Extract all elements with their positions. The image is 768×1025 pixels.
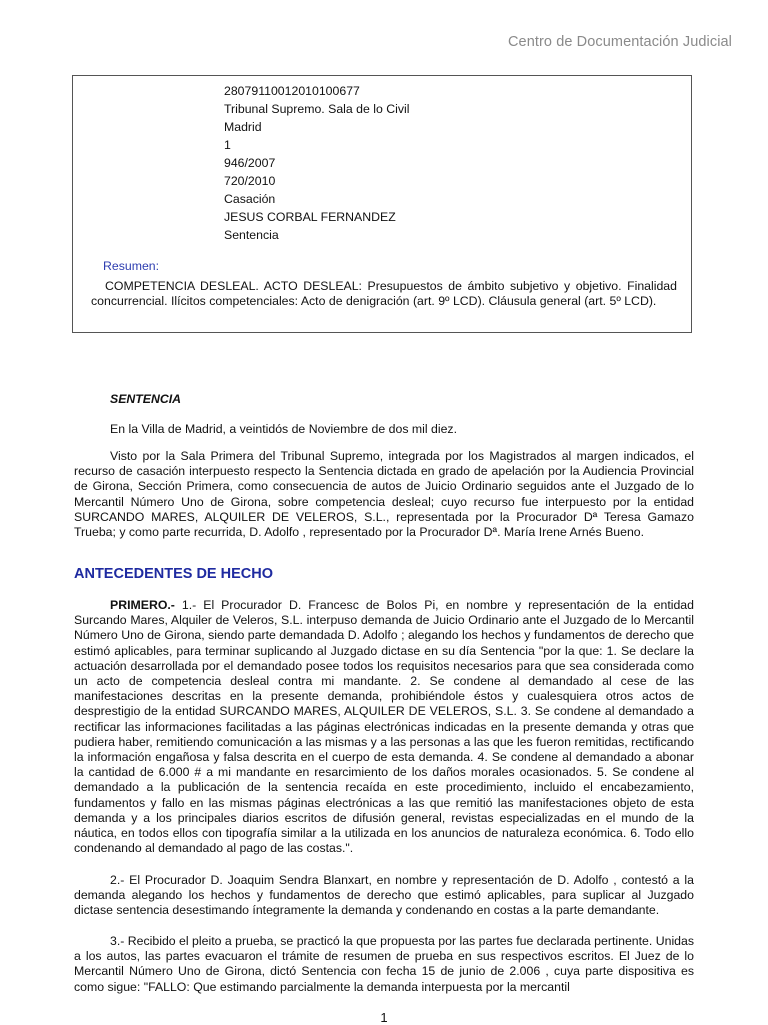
meta-value: Tribunal Supremo. Sala de lo Civil [224, 102, 410, 116]
paragraph-2: 2.- El Procurador D. Joaquim Sendra Blanxart, en nombre y representación de D. Adolfo , contestó a la demanda alegando los hechos y fundamentos de derecho que estimó aplicables, para suplicar al Juzgado dictase sentencia desestimando íntegramente la demanda y condenando en costas a la parte demandante. [74, 873, 694, 918]
resumen-text: COMPETENCIA DESLEAL. ACTO DESLEAL: Presupuestos de ámbito subjetivo y objetivo. Finalidad concurrencial. Ilícitos competenciales: Acto de denigración (art. 9º LCD). Cláusula general (art. 5º LCD). [91, 279, 677, 309]
primero-paragraph [74, 598, 694, 856]
page-number: 1 [380, 1010, 388, 1025]
document-title: SENTENCIA [110, 392, 182, 406]
meta-value: Sentencia [224, 228, 279, 242]
section-heading: ANTECEDENTES DE HECHO [74, 566, 273, 582]
meta-value: 28079110012010100677 [224, 84, 360, 98]
page-header-title: Centro de Documentación Judicial [507, 34, 732, 50]
meta-value: Casación [224, 192, 276, 206]
place-date-paragraph: En la Villa de Madrid, a veintidós de Noviembre de dos mil diez. [110, 422, 457, 436]
meta-value: 1 [224, 138, 231, 152]
primero-lead: PRIMERO.- [110, 598, 175, 612]
resumen-label: Resumen: [103, 259, 160, 273]
meta-value: Madrid [224, 120, 262, 134]
meta-value: 720/2010 [224, 174, 276, 188]
meta-value: JESUS CORBAL FERNANDEZ [224, 210, 396, 224]
intro-paragraph: Visto por la Sala Primera del Tribunal Supremo, integrada por los Magistrados al margen indicados, el recurso de casación interpuesto respecto la Sentencia dictada en grado de apelación por la Audiencia Provincial de Girona, Sección Primera, como consecuencia de autos de Juicio Ordinario seguidos ante el Juzgado de lo Mercantil Número Uno de Girona, sobre competencia desleal; cuyo recurso fue interpuesto por la entidad SURCANDO MARES, ALQUILER DE VELEROS, S.L., representada por la Procurador Dª Teresa Gamazo Trueba; y como parte recurrida, D. Adolfo , representado por la Procurador Dª. María Irene Arnés Bueno. [74, 449, 694, 540]
meta-value: 946/2007 [224, 156, 276, 170]
case-metadata-box [72, 75, 692, 333]
primero-text: 1.- El Procurador D. Francesc de Bolos Pi, en nombre y representación de la entidad Surcando Mares, Alquiler de Veleros, S.L. interpuso demanda de Juicio Ordinario ante el Juzgado de lo Mercantil Número Uno de Girona, siendo parte demandada D. Adolfo ; alegando los hechos y fundamentos de derecho que estimó aplicables, para terminar suplicando al Juzgado dictase en su día Sentencia "por la que: 1. Se declare la actuación desarrollada por el demandado posee todos los requisitos necesarios para que sea considerada como un acto de competencia desleal contra mi mandante. 2. Se condene al demandado al cese de las manifestaciones descritas en la presente demanda, prohibiéndole éstos y cualesquiera otros actos de desprestigio de la entidad SURCANDO MARES, ALQUILER DE VELEROS, S.L. 3. Se condene al demandado a rectificar las informaciones facilitadas a las páginas electrónicas indicadas en la presente demanda y otras que pudiera haber, remitiendo comunicación a las mismas y a las personas a las que les fueron remitidas, rectificando la información engañosa y falsa descrita en el cuerpo de esta demanda. 4. Se condene al demandado a abonar la cantidad de 6.000 # a mi mandante en resarcimiento de los daños morales ocasionados. 5. Se condene al demandado a la publicación de la sentencia recaída en este procedimiento, incluido el encabezamiento, fundamentos y fallo en las mismas páginas electrónicas a las que remitió las manifestaciones objeto de esta demanda y a los principales diarios escritos de difusión general, revistas especializadas en el mundo de la náutica, en todos ellos con tipografía similar a la utilizada en los anuncios de naturaleza económica. 6. Todo ello condenando al demandado al pago de las costas.". [74, 598, 694, 856]
paragraph-3: 3.- Recibido el pleito a prueba, se practicó la que propuesta por las partes fue declarada pertinente. Unidas a los autos, las partes evacuaron el trámite de resumen de prueba en sus respectivos escritos. El Juez de lo Mercantil Número Uno de Girona, dictó Sentencia con fecha 15 de junio de 2.006 , cuya parte dispositiva es como sigue: "FALLO: Que estimando parcialmente la demanda interpuesta por la mercantil [74, 934, 694, 994]
